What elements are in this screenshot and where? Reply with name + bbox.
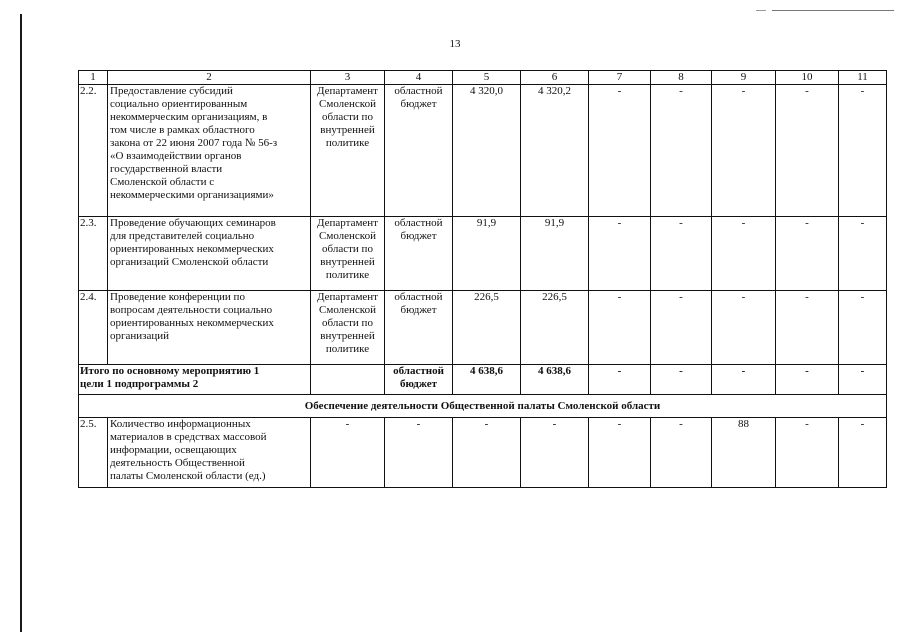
- dept-line: Департамент: [316, 217, 378, 229]
- row-number: 2.2.: [79, 85, 108, 217]
- source-line: бюджет: [400, 98, 437, 110]
- responsible-department: [311, 217, 385, 291]
- total-cell-7: -: [589, 365, 651, 395]
- cell-5: 4 320,0: [453, 85, 521, 217]
- cell-9: -: [712, 85, 776, 217]
- total-cell-9: -: [712, 365, 776, 395]
- total-cell-5: 4 638,6: [453, 365, 521, 395]
- scan-edge-left: [20, 14, 22, 632]
- cell-3: -: [311, 418, 385, 488]
- desc-line: Количество информационных: [110, 418, 251, 430]
- desc-line: для представителей социально: [110, 230, 255, 242]
- cell-10: -: [776, 85, 839, 217]
- dept-line: области по: [322, 243, 373, 255]
- desc-line: вопросам деятельности социально: [110, 304, 273, 316]
- total-cell-6: 4 638,6: [521, 365, 589, 395]
- page-number: 13: [449, 38, 461, 50]
- header-cell: 1: [79, 71, 108, 85]
- source-line: областной: [394, 291, 443, 303]
- header-cell: 8: [651, 71, 712, 85]
- section-row: [79, 395, 887, 418]
- row-number: 2.3.: [79, 217, 108, 291]
- desc-line: материалов в средствах массовой: [110, 431, 267, 443]
- dept-line: политике: [325, 269, 370, 281]
- desc-line: том числе в рамках областного: [110, 124, 255, 136]
- dept-line: политике: [325, 343, 370, 355]
- cell-11: -: [839, 291, 887, 365]
- source-line: бюджет: [400, 304, 437, 316]
- header-cell: 10: [776, 71, 839, 85]
- cell-7: -: [589, 291, 651, 365]
- cell-10: -: [776, 217, 839, 291]
- total-dept-empty: [311, 365, 385, 395]
- total-cell-10: -: [776, 365, 839, 395]
- cell-11: -: [839, 85, 887, 217]
- desc-line: организаций Смоленской области: [110, 256, 269, 268]
- header-cell: 5: [453, 71, 521, 85]
- header-cell: 3: [311, 71, 385, 85]
- cell-11: -: [839, 217, 887, 291]
- cell-8: -: [651, 85, 712, 217]
- cell-5: -: [453, 418, 521, 488]
- desc-line: социально ориентированным: [110, 98, 248, 110]
- desc-line: информации, освещающих: [110, 444, 237, 456]
- cell-9: -: [712, 291, 776, 365]
- funding-source: [385, 291, 453, 365]
- source-line: областной: [394, 217, 443, 229]
- responsible-department: [311, 291, 385, 365]
- dept-line: Смоленской: [319, 230, 376, 242]
- cell-6: 226,5: [521, 291, 589, 365]
- cell-11: -: [839, 418, 887, 488]
- desc-line: «О взаимодействии органов: [110, 150, 242, 162]
- header-cell: 11: [839, 71, 887, 85]
- table-row: [79, 418, 887, 488]
- cell-7: -: [589, 217, 651, 291]
- cell-7: -: [589, 85, 651, 217]
- dept-line: Департамент: [316, 291, 378, 303]
- cell-10: -: [776, 291, 839, 365]
- desc-line: государственной власти: [110, 163, 223, 175]
- desc-line: деятельность Общественной: [110, 457, 245, 469]
- dept-line: внутренней: [320, 256, 375, 268]
- cell-8: -: [651, 217, 712, 291]
- source-line: областной: [393, 365, 444, 377]
- cell-5: 91,9: [453, 217, 521, 291]
- cell-6: -: [521, 418, 589, 488]
- desc-line: ориентированных некоммерческих: [110, 317, 274, 329]
- scan-edge-top: [772, 10, 894, 11]
- source-line: областной: [394, 85, 443, 97]
- total-funding-source: [385, 365, 453, 395]
- desc-line: Проведение обучающих семинаров: [110, 217, 276, 229]
- header-cell: 9: [712, 71, 776, 85]
- cell-8: -: [651, 291, 712, 365]
- desc-line: Смоленской области с: [110, 176, 215, 188]
- table-row: [79, 85, 887, 217]
- source-line: бюджет: [400, 230, 437, 242]
- total-row: [79, 365, 887, 395]
- table-row: [79, 291, 887, 365]
- row-number: 2.5.: [79, 418, 108, 488]
- total-label: [79, 365, 311, 395]
- dept-line: Смоленской: [319, 304, 376, 316]
- cell-9: 88: [712, 418, 776, 488]
- program-table: [78, 70, 887, 488]
- cell-6: 4 320,2: [521, 85, 589, 217]
- header-cell: 2: [108, 71, 311, 85]
- scan-edge-top-short: [756, 10, 766, 11]
- responsible-department: [311, 85, 385, 217]
- cell-5: 226,5: [453, 291, 521, 365]
- header-cell: 7: [589, 71, 651, 85]
- measure-description: [108, 85, 311, 217]
- dept-line: области по: [322, 111, 373, 123]
- cell-10: -: [776, 418, 839, 488]
- table-row: [79, 217, 887, 291]
- desc-line: некоммерческим организациям, в: [110, 111, 268, 123]
- desc-line: закона от 22 июня 2007 года № 56-з: [110, 137, 278, 149]
- dept-line: области по: [322, 317, 373, 329]
- source-line: бюджет: [400, 378, 437, 390]
- dept-line: внутренней: [320, 124, 375, 136]
- desc-line: некоммерческими организациями»: [110, 189, 274, 201]
- section-title: Обеспечение деятельности Общественной палаты Смоленской области: [79, 395, 887, 418]
- header-row: [79, 71, 887, 85]
- cell-7: -: [589, 418, 651, 488]
- total-line: Итого по основному мероприятию 1: [80, 365, 260, 377]
- total-cell-11: -: [839, 365, 887, 395]
- cell-9: -: [712, 217, 776, 291]
- desc-line: Предоставление субсидий: [110, 85, 233, 97]
- funding-source: [385, 217, 453, 291]
- dept-line: внутренней: [320, 330, 375, 342]
- cell-8: -: [651, 418, 712, 488]
- desc-line: палаты Смоленской области (ед.): [110, 470, 266, 482]
- header-cell: 6: [521, 71, 589, 85]
- indicator-description: [108, 418, 311, 488]
- dept-line: Департамент: [316, 85, 378, 97]
- row-number: 2.4.: [79, 291, 108, 365]
- cell-4: -: [385, 418, 453, 488]
- desc-line: Проведение конференции по: [110, 291, 245, 303]
- desc-line: ориентированных некоммерческих: [110, 243, 274, 255]
- total-line: цели 1 подпрограммы 2: [80, 378, 199, 390]
- dept-line: Смоленской: [319, 98, 376, 110]
- total-cell-8: -: [651, 365, 712, 395]
- desc-line: организаций: [110, 330, 170, 342]
- funding-source: [385, 85, 453, 217]
- measure-description: [108, 291, 311, 365]
- header-cell: 4: [385, 71, 453, 85]
- cell-6: 91,9: [521, 217, 589, 291]
- measure-description: [108, 217, 311, 291]
- dept-line: политике: [325, 137, 370, 149]
